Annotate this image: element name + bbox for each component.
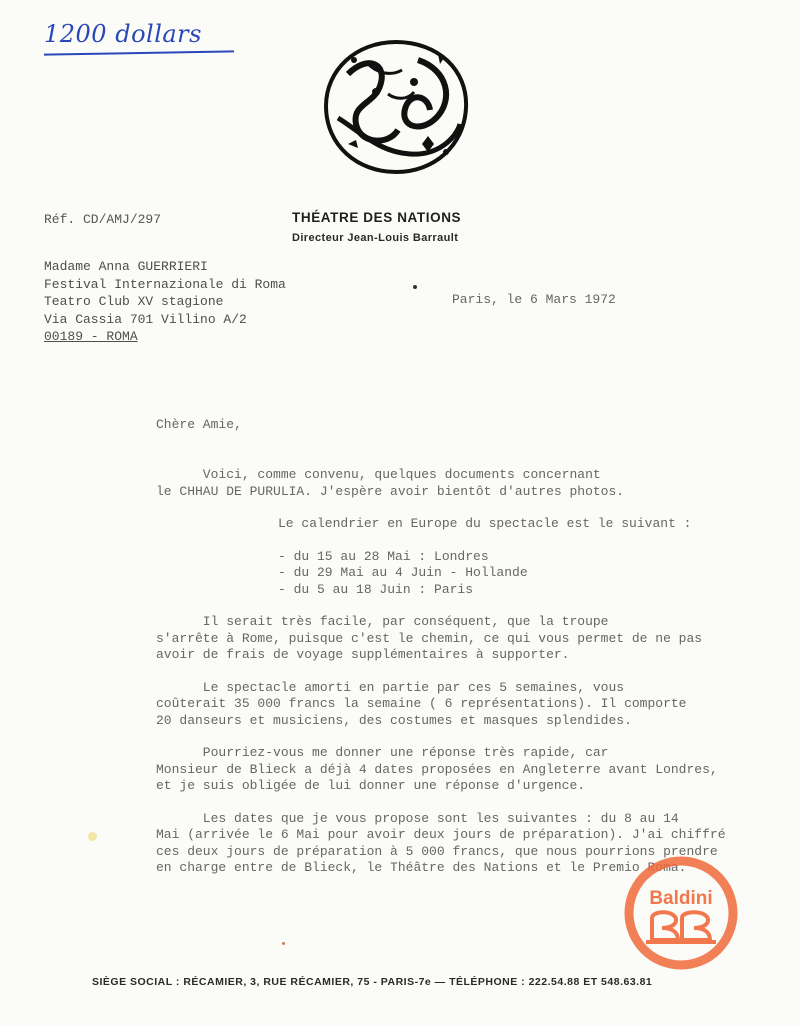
body-line: 20 danseurs et musiciens, des costumes et masques splendides. xyxy=(156,712,632,728)
schedule-list xyxy=(156,549,776,599)
handwritten-note: 1200 dollars xyxy=(44,20,202,48)
theatre-masks-logo-icon xyxy=(318,34,474,178)
salutation: Chère Amie, xyxy=(156,417,242,432)
body-line: coûterait 35 000 francs la semaine ( 6 représentations). Il comporte xyxy=(156,696,687,711)
body-line: en charge entre de Blieck, le Théâtre des Nations et le Premio Roma. xyxy=(156,860,687,875)
paragraph-cost xyxy=(156,680,776,730)
address-line: Via Cassia 701 Villino A/2 xyxy=(44,311,247,327)
schedule-item: - du 29 Mai au 4 Juin - Hollande xyxy=(278,565,528,580)
paragraph-urgency xyxy=(156,745,776,795)
letter-date: Paris, le 6 Mars 1972 xyxy=(452,292,616,307)
stamp-label: Baldini xyxy=(649,888,713,909)
body-line: et je suis obligée de lui donner une réponse d'urgence. xyxy=(156,778,586,793)
body-line: avoir de frais de voyage supplémentaires à supporter. xyxy=(156,647,570,662)
body-line: Le spectacle amorti en partie par ces 5 semaines, vous xyxy=(156,679,625,695)
body-line: Voici, comme convenu, quelques documents concernant xyxy=(156,467,601,482)
paragraph-intro xyxy=(156,467,776,500)
ink-dot xyxy=(413,285,417,289)
schedule-item: - du 5 au 18 Juin : Paris xyxy=(278,581,474,597)
letterhead-director: Directeur Jean-Louis Barrault xyxy=(292,232,459,244)
letter-body xyxy=(156,467,776,893)
schedule-item: - du 15 au 28 Mai : Londres xyxy=(278,548,489,564)
letterhead-name: THÉATRE DES NATIONS xyxy=(292,210,462,225)
paragraph-calendar xyxy=(156,516,776,533)
letterhead-footer: SIÈGE SOCIAL : RÉCAMIER, 3, RUE RÉCAMIER, 75 - PARIS-7e — TÉLÉPHONE : 222.54.88 ET 548.63.81 xyxy=(92,976,653,988)
baldini-stamp-icon xyxy=(622,854,740,972)
stain-mark xyxy=(88,832,97,841)
body-line: s'arrête à Rome, puisque c'est le chemin, ce qui vous permet de ne pas xyxy=(156,630,703,646)
paragraph-rome xyxy=(156,614,776,664)
ink-speck xyxy=(282,942,285,945)
body-line: Il serait très facile, par conséquent, que la troupe xyxy=(156,614,609,629)
body-line: Monsieur de Blieck a déjà 4 dates proposées en Angleterre avant Londres, xyxy=(156,761,718,777)
body-line: Les dates que je vous propose sont les suivantes : du 8 au 14 xyxy=(156,810,679,826)
body-line: Pourriez-vous me donner une réponse très rapide, car xyxy=(156,745,609,760)
reference-number: Réf. CD/AMJ/297 xyxy=(44,212,162,227)
body-line: ces deux jours de préparation à 5 000 francs, que nous pourrions prendre xyxy=(156,843,718,859)
body-line: Mai (arrivée le 6 Mai pour avoir deux jours de préparation). J'ai chiffré xyxy=(156,827,726,842)
recipient-address xyxy=(44,258,286,346)
handwritten-underline xyxy=(44,50,234,55)
address-line: Teatro Club XV stagione xyxy=(44,294,224,309)
address-line: Madame Anna GUERRIERI xyxy=(44,259,208,274)
body-line: le CHHAU DE PURULIA. J'espère avoir bientôt d'autres photos. xyxy=(156,483,625,499)
body-line: Le calendrier en Europe du spectacle est le suivant : xyxy=(278,516,692,531)
address-line: Festival Internazionale di Roma xyxy=(44,276,286,292)
address-line: 00189 - ROMA xyxy=(44,329,138,344)
